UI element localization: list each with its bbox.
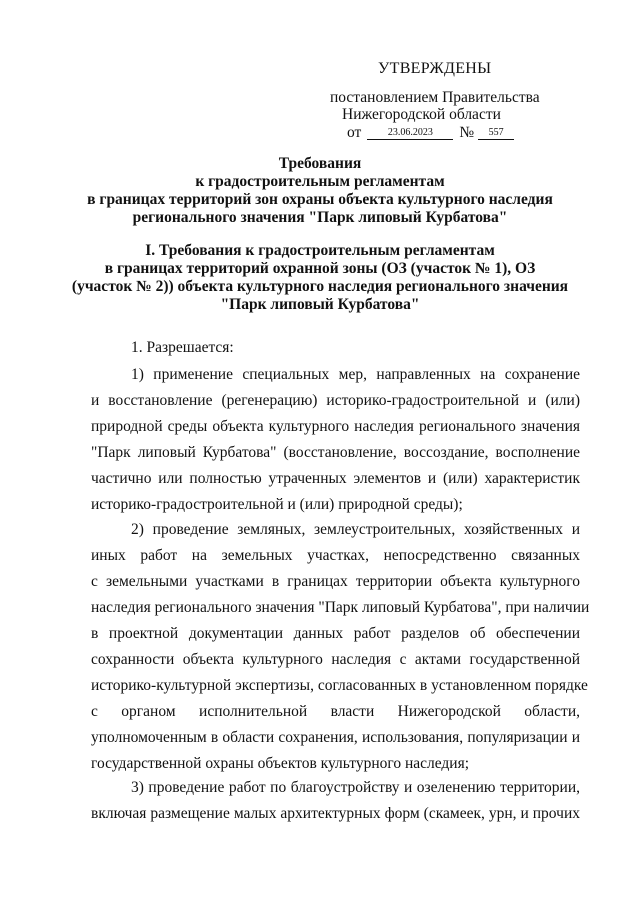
approval-date-line	[347, 124, 514, 142]
text-line: с органом исполнительной власти Нижегородской области,	[91, 703, 580, 720]
text-line: 3) проведение работ по благоустройству и озеленению территории,	[131, 779, 580, 796]
section-heading	[40, 242, 600, 314]
section-heading-line: "Парк липовый Курбатова"	[220, 296, 420, 313]
text-line: 2) проведение земляных, землеустроительных, хозяйственных и	[131, 521, 580, 538]
allowed-clause: 1. Разрешается:	[131, 339, 234, 356]
text-line: частично или полностью утраченных элементов и (или) характеристик	[91, 470, 580, 487]
text-line: 1) применение специальных мер, направленных на сохранение	[131, 366, 580, 383]
text-line: природной среды объекта культурного наследия регионального значения	[91, 418, 580, 435]
text-line: "Парк липовый Курбатова" (восстановление, воссоздание, восполнение	[91, 444, 580, 461]
text-line: и восстановление (регенерацию) историко-градостроительной и (или)	[91, 392, 580, 409]
text-line: в проектной документации данных работ разделов об обеспечении	[91, 625, 580, 642]
text-line: уполномоченным в области сохранения, использования, популяризации и	[91, 729, 580, 746]
section-heading-line: (участок № 2)) объекта культурного наследия регионального значения	[71, 278, 569, 295]
approval-line-1: постановлением Правительства	[330, 89, 540, 106]
text-line: иных работ на земельных участках, непосредственно связанных	[91, 547, 580, 564]
main-heading-line: в границах территорий зон охраны объекта культурного наследия	[87, 191, 553, 208]
paragraph-item-3	[91, 775, 580, 827]
main-heading	[40, 155, 600, 227]
approval-number-sign: №	[459, 124, 475, 141]
paragraph-item-1	[91, 362, 580, 518]
text-line: сохранности объекта культурного наследия с актами государственной	[91, 651, 580, 668]
approval-date: 23.06.2023	[367, 127, 453, 140]
main-heading-line: Требования	[278, 155, 362, 172]
text-line: наследия регионального значения "Парк липовый Курбатова", при наличии	[91, 599, 590, 616]
paragraph-item-2	[91, 517, 590, 777]
section-heading-line: в границах территорий охранной зоны (ОЗ (участок № 1), ОЗ	[104, 260, 536, 277]
section-heading-line: I. Требования к градостроительным регламентам	[145, 242, 495, 259]
text-line: государственной охраны объектов культурного наследия;	[91, 755, 470, 772]
main-heading-line: регионального значения "Парк липовый Курбатова"	[132, 209, 508, 226]
text-line: историко-градостроительной и (или) природной среды);	[91, 496, 463, 513]
approval-from-label: от	[347, 124, 362, 141]
main-heading-line: к градостроительным регламентам	[195, 173, 445, 190]
text-line: включая размещение малых архитектурных форм (скамеек, урн, и прочих	[91, 805, 580, 822]
text-line: историко-культурной экспертизы, согласованных в установленном порядке	[91, 677, 588, 694]
approval-line-2: Нижегородской области	[342, 106, 501, 123]
approval-title: УТВЕРЖДЕНЫ	[378, 60, 492, 77]
text-line: с земельными участками в границах территории объекта культурного	[91, 573, 580, 590]
approval-number: 557	[478, 127, 514, 140]
